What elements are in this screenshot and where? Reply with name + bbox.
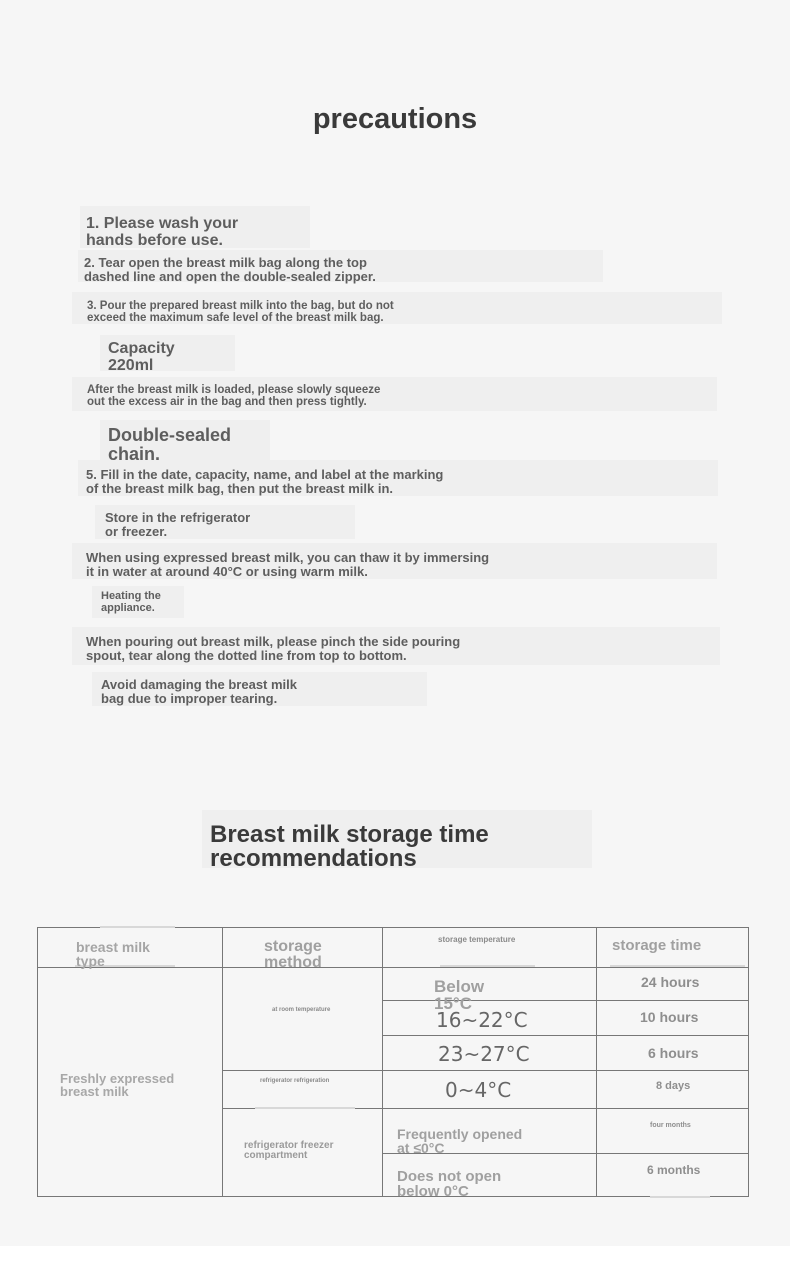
storage-title: Breast milk storage time recommendations (210, 821, 489, 872)
time-6-months: 6 months (647, 1163, 701, 1177)
step-thaw: When using expressed breast milk, you can thaw it by immersing it in water at around 40°C or using warm milk. (86, 550, 490, 579)
header-storage-method: storage method (264, 938, 322, 971)
table-divider (222, 1070, 749, 1071)
time-four-months: four months (650, 1122, 691, 1129)
method-room: at room temperature (272, 1007, 331, 1013)
table-divider (382, 1035, 749, 1036)
milk-type-cell: Freshly expressed breast milk (60, 1071, 175, 1099)
step-fill-label: 5. Fill in the date, capacity, name, and label at the marking of the breast milk bag, then put the breast milk in. (86, 467, 444, 496)
temp-below-15: Below 15°C (434, 977, 485, 1013)
header-storage-temperature: storage temperature (438, 935, 516, 944)
precautions-title: precautions (312, 103, 478, 135)
time-6-hours: 6 hours (648, 1045, 699, 1061)
header-dash (100, 926, 175, 928)
step-squeeze-air: After the breast milk is loaded, please slowly squeeze out the excess air in the bag and then press tightly. (87, 384, 381, 409)
step-pour-milk: 3. Pour the prepared breast milk into the bag, but do not exceed the maximum safe level of the breast milk bag. (87, 300, 394, 325)
step-pour-out: When pouring out breast milk, please pinch the side pouring spout, tear along the dotted line from top to bottom. (86, 634, 461, 663)
time-8-days: 8 days (656, 1080, 691, 1092)
temp-16-22: 16~22°C (436, 1008, 528, 1032)
method-fridge: refrigerator refrigeration (260, 1078, 330, 1084)
avoid-tearing-label: Avoid damaging the breast milk bag due to improper tearing. (101, 677, 298, 706)
temp-not-opened: Does not open below 0°C (397, 1168, 502, 1200)
header-dash (610, 965, 745, 967)
heating-label: Heating the appliance. (101, 590, 161, 614)
temp-23-27: 23~27°C (438, 1042, 530, 1066)
capacity-label: Capacity 220ml (108, 340, 175, 374)
step-tear-open: 2. Tear open the breast milk bag along the top dashed line and open the double-sealed zipper. (84, 255, 376, 284)
footer-band (0, 1246, 790, 1276)
store-label: Store in the refrigerator or freezer. (105, 510, 251, 539)
header-dash (255, 1107, 355, 1109)
header-dash (440, 965, 535, 967)
temp-frequently-opened: Frequently opened at ≤0°C (397, 1126, 523, 1156)
header-storage-time: storage time (612, 937, 702, 954)
step-wash-hands: 1. Please wash your hands before use. (86, 215, 239, 249)
time-10-hours: 10 hours (640, 1009, 699, 1025)
header-dash (650, 1196, 710, 1198)
time-24-hours: 24 hours (641, 974, 700, 990)
double-sealed-label: Double-sealed chain. (108, 425, 232, 464)
method-freezer: refrigerator freezer compartment (244, 1140, 334, 1161)
temp-0-4: 0~4°C (445, 1078, 512, 1102)
header-milk-type: breast milk type (76, 939, 150, 969)
